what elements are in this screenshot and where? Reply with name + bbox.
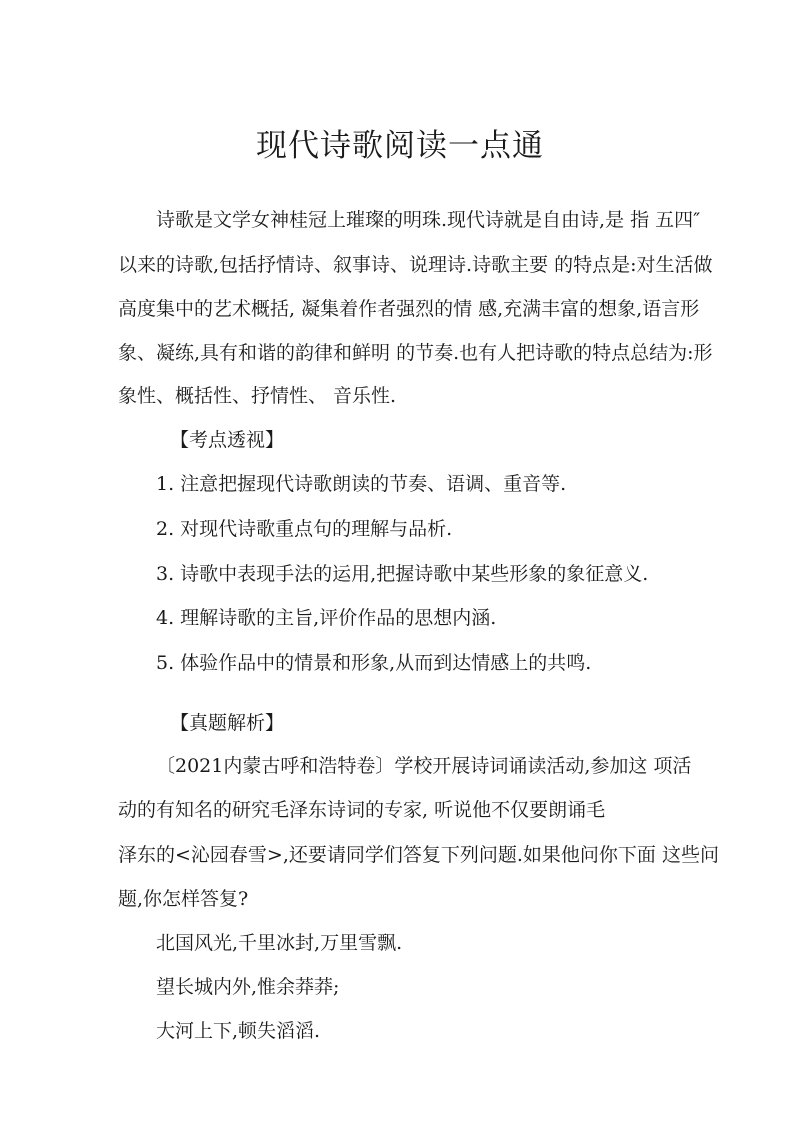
question-paragraph-line: 〔2021内蒙古呼和浩特卷〕学校开展诗词诵读活动,参加这 项活: [156, 755, 692, 777]
kaodian-list-item: 2. 对现代诗歌重点句的理解与品析.: [156, 518, 453, 540]
poem-line: 北国风光,千里冰封,万里雪飘.: [156, 932, 403, 954]
section-heading-zhenti: 【真题解析】: [170, 712, 285, 734]
question-paragraph-line: 泽东的<沁园春雪>,还要请同学们答复下列问题.如果他问你下面 这些问: [118, 844, 719, 866]
intro-paragraph-line: 以来的诗歌,包括抒情诗、叙事诗、说理诗.诗歌主要 的特点是:对生活做: [118, 254, 713, 276]
intro-paragraph-line: 象性、概括性、抒情性、 音乐性.: [118, 385, 397, 407]
kaodian-list-item: 1. 注意把握现代诗歌朗读的节奏、语调、重音等.: [156, 473, 567, 495]
section-heading-kaodian: 【考点透视】: [170, 429, 285, 451]
poem-line: 大河上下,顿失滔滔.: [156, 1020, 321, 1042]
question-paragraph-line: 动的有知名的研究毛泽东诗词的专家, 听说他不仅要朗诵毛: [118, 799, 606, 821]
page-title: 现代诗歌阅读一点通: [256, 128, 544, 164]
intro-paragraph-line: 象、凝练,具有和谐的韵律和鲜明 的节奏.也有人把诗歌的特点总结为:形: [118, 342, 713, 364]
poem-line: 望长城内外,惟余莽莽;: [156, 976, 340, 998]
intro-paragraph-line: 诗歌是文学女神桂冠上璀璨的明珠.现代诗就是自由诗,是 指 五四″: [156, 209, 701, 231]
kaodian-list-item: 4. 理解诗歌的主旨,评价作品的思想内涵.: [156, 607, 497, 629]
kaodian-list-item: 5. 体验作品中的情景和形象,从而到达情感上的共鸣.: [156, 652, 592, 674]
question-paragraph-line: 题,你怎样答复?: [118, 888, 249, 910]
intro-paragraph-line: 高度集中的艺术概括, 凝集着作者强烈的情 感,充满丰富的想象,语言形: [118, 298, 700, 320]
kaodian-list-item: 3. 诗歌中表现手法的运用,把握诗歌中某些形象的象征意义.: [156, 563, 649, 585]
